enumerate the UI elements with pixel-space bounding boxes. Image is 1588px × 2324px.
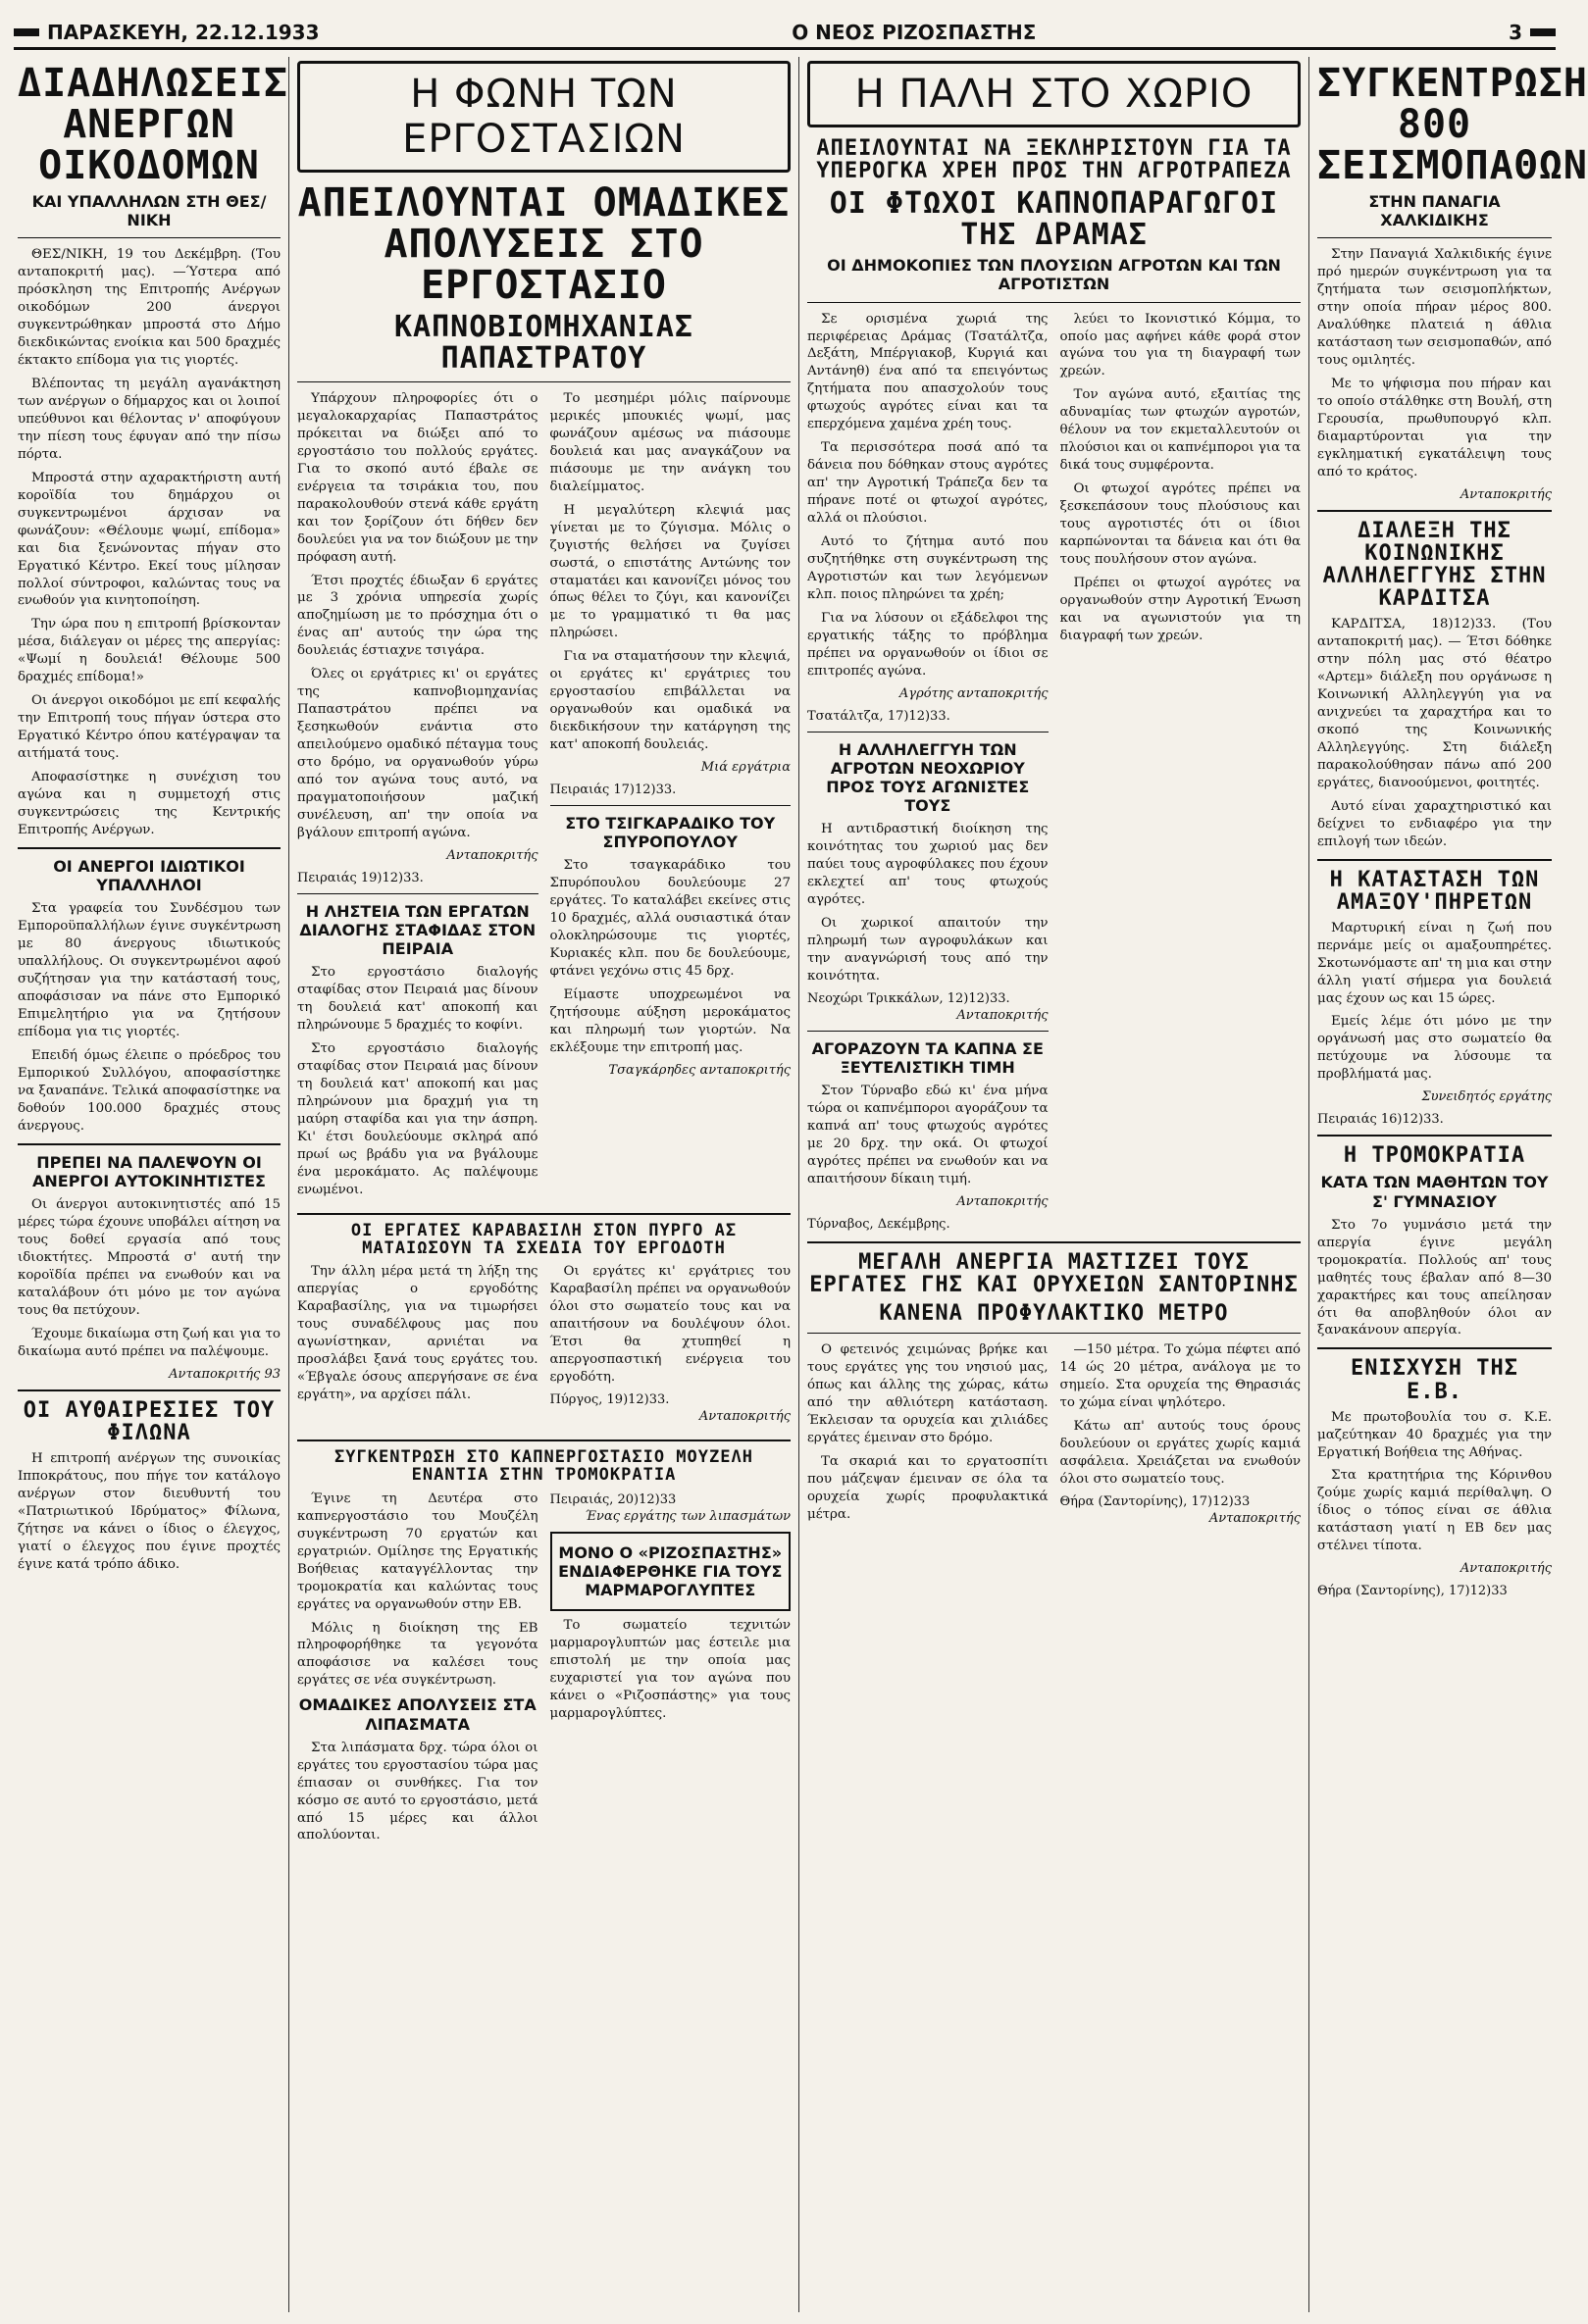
col2-banner: Η ΦΩΝΗ ΤΩΝ ΕΡΓΟΣΤΑΣΙΩΝ [297,61,791,173]
boxed-headline: ΜΟΝΟ Ο «ΡΙΖΟΣΠΑΣΤΗΣ» ΕΝΔΙΑΦΕΡΘΗΚΕ ΓΙΑ ΤΟΥΣ ΜΑΡΜΑΡΟΓΛΥΠΤΕΣ [558,1542,783,1600]
divider [1317,1347,1552,1349]
article-paragraph: Είμαστε υποχρεωμένοι να ζητήσουμε αύξηση μεροκάματος και πληρωμή των γιορτών. Να εκλέξουμε την επιτροπή μας. [549,987,791,1055]
article-paragraph: —150 μέτρα. Το χώμα πέφτει από 14 ώς 20 μέτρα, ανάλογα με το σημείο. Στα ορυχεία της Θηρασιάς το χώμα είναι ψηλότερο. [1059,1342,1301,1411]
article-signature: Ένας εργάτης των λιπασμάτων [585,1508,791,1524]
col4-subhead-4: ΚΑΤΑ ΤΩΝ ΜΑΘΗΤΩΝ ΤΟΥ Σ' ΓΥΜΝΑΣΙΟΥ [1320,1173,1549,1211]
article-paragraph: Μαρτυρική είναι η ζωή που περνάμε μείς οι αμαξουπηρέτες. Σκοτωνόμαστε απ' τη μια και στην άλλη γιατί σήμερα για δουλειά μας έχουν ως και 15 ώρες. [1317,920,1552,1006]
col2-article-body [297,390,791,1205]
article-dateline: Θήρα (Σαντορίνης), 17)12)33 [1059,1493,1251,1509]
divider [18,1143,281,1145]
article-paragraph: Οι άνεργοι αυτοκινητιστές από 15 μέρες τώρα έχουνε υποβάλει αίτηση να τους δοθεί εργασία από τους ιδιοκτήτες. Μπροστά σ' αυτή την κοροϊδία πρέπει να ενωθούν και να καταλάβουν ότι μόνο με τον αγώνα τους θα πετύχουν. [18,1197,281,1318]
article-paragraph: Αυτό είναι χαραχτηριστικό και δείχνει το ενδιαφέρο για την επιλογή των ιδεών. [1317,798,1552,849]
col3-left-subhead-2: ΑΓΟΡΑΖΟΥΝ ΤΑ ΚΑΠΝΑ ΣΕ ΞΕΥΤΕΛΙΣΤΙΚΗ ΤΙΜΗ [811,1038,1044,1078]
col2-article-3-body [297,1490,791,1851]
col3-subhead: ΟΙ ΦΤΩΧΟΙ ΚΑΠΝΟΠΑΡΑΓΩΓΟΙ ΤΗΣ ΔΡΑΜΑΣ [829,186,1279,252]
article-signature: Αγρότης ανταποκριτής [898,685,1049,701]
divider [18,237,281,238]
article-paragraph: ΘΕΣ/ΝΙΚΗ, 19 του Δεκέμβρη. (Του ανταποκριτή μας). —Ύστερα από πρόσκληση της Επιτροπής Ανέργων οικοδόμων 200 άνεργοι συγκεντρώθηκαν μπροστά στο Δήμο διεκδικώντας ενοίκια και 500 δραχμές έκτακτο επίδομα για τις γιορτές. [18,247,281,369]
col1-subhead-2: ΟΙ ΑΝΕΡΓΟΙ ΙΔΙΩΤΙΚΟΙ ΥΠΑΛΛΗΛΟΙ [53,856,245,895]
col4-headline: ΣΥΓΚΕΝΤΡΩΣΗ 800 ΣΕΙΣΜΟΠΑΘΩΝ [1317,61,1588,188]
divider [18,847,281,849]
col4-subhead: ΣΤΗΝ ΠΑΝΑΓΙΑ ΧΑΛΚΙΔΙΚΗΣ [1368,192,1501,230]
article-paragraph: Για να λύσουν οι εξάδελφοι της εργατικής τάξης το πρόβλημα πρέπει να οργανωθούν οι ίδιοι σε επιτροπές αγώνα. [807,610,1049,679]
col2-subhead: ΚΑΠΝΟΒΙΟΜΗΧΑΝΙΑΣ ΠΑΠΑΣΤΡΑΤΟΥ [394,310,693,376]
article-paragraph: Το μεσημέρι μόλις παίρνουμε μερικές μπουκιές ψωμί, μας φωνάζουν αμέσως να πιάσουμε δουλειά και μας αναγκάζουν να πιάσουμε με την ανάγκη του διαλείμματος. [549,391,791,494]
masthead [14,18,1556,50]
article-paragraph: Αποφασίστηκε η συνέχιση του αγώνα και η συμμετοχή στις συγκεντρώσεις της Κεντρικής Επιτροπής Ανέργων. [18,770,281,837]
newspaper-title: Ο ΝΕΟΣ ΡΙΖΟΣΠΑΣΤΗΣ [792,21,1037,44]
article-signature: Ανταποκριτής [1460,486,1552,502]
col2-headline-2: ΟΙ ΕΡΓΑΤΕΣ ΚΑΡΑΒΑΣΙΛΗ ΣΤΟΝ ΠΥΡΓΟ ΑΣ ΜΑΤΑΙΩΣΟΥΝ ΤΑ ΣΧΕΔΙΑ ΤΟΥ ΕΡΓΟΔΟΤΗ [350,1220,738,1258]
divider [550,805,792,806]
divider [807,302,1301,303]
article-paragraph: Κάτω απ' αυτούς τους όρους δουλεύουν οι εργάτες χωρίς καμιά ασφάλεια. Χρειάζεται να ενωθούν όλοι στο σωματείο τους. [1059,1419,1301,1487]
article-paragraph: Έγινε τη Δευτέρα στο καπνεργοστάσιο του Μουζέλη συγκέντρωση 70 εργατών και εργατριών. Ομίλησε της Εργατικής Βοήθειας καταγγέλλοντας την τρομοκρατία και καλώντας τους εργάτες να οργανωθούν στην ΕΒ. [297,1490,538,1612]
column-2 [289,57,799,2312]
divider [1317,1135,1552,1137]
article-paragraph: Τα περισσότερα ποσά από τα δάνεια που δόθηκαν στους αγρότες απ' την Αγροτική Τράπεζα δεν τα πήρανε ποτέ οι φτωχοί αγρότες, αλλά οι πλούσιοι. [807,440,1049,527]
col3-subhead-2: ΟΙ ΔΗΜΟΚΟΠΙΕΣ ΤΩΝ ΠΛΟΥΣΙΩΝ ΑΓΡΟΤΩΝ ΚΑΙ ΤΩΝ ΑΓΡΟΤΙΣΤΩΝ [827,256,1281,294]
divider [18,1389,281,1391]
divider [297,381,791,382]
column-3 [799,57,1309,2312]
article-signature: Ανταποκριτής [956,1194,1049,1210]
col3-article-body [807,311,1301,1234]
divider [807,732,1049,733]
article-paragraph: Σε ορισμένα χωριά της περιφέρειας Δράμας (Τσατάλτζα, Δεξάτη, Μπέργιακοβ, Κυργιά και Αντάνηθ) ένα από τα επειγόντως ζητήματα που απασχολούν τους φτωχούς αγρότες είναι και τα επερχόμενα χαμένα χρέη τους. [807,311,1049,432]
col2-headline: ΑΠΕΙΛΟΥΝΤΑΙ ΟΜΑΔΙΚΕΣ ΑΠΟΛΥΣΕΙΣ ΣΤΟ ΕΡΓΟΣΤΑΣΙΟ [297,180,791,308]
article-signature: Ανταποκριτής [1208,1510,1301,1526]
article-paragraph: Στα γραφεία του Συνδέσμου των Εμποροϋπαλλήλων έγινε συγκέντρωση με 80 άνεργους ιδιωτικούς υπαλλήλους. Οι συγκεντρωμένοι αφού συζήτησαν για την κατάστασή τους, αποφάσισαν να πάνε στο Εμπορικό Επιμελητήριο για να ζητήσουν επίδομα για τις γιορτές. [18,901,281,1039]
article-signature: Συνειδητός εργάτης [1421,1089,1552,1105]
col3-article-2-left [807,1341,1049,1534]
col2-left-subhead: Η ΛΗΣΤΕΙΑ ΤΩΝ ΕΡΓΑΤΩΝ ΔΙΑΛΟΓΗΣ ΣΤΑΦΙΔΑΣ ΣΤΟΝ ΠΕΙΡΑΙΑ [299,901,537,959]
article-paragraph: Με το ψήφισμα που πήραν και το οποίο στάλθηκε στη Βουλή, στη Γερουσία, πρωθυπουργό κλπ. διαμαρτύρονται για την εγκληματική εγκατάλειψη τους από το κράτος. [1317,377,1552,480]
article-paragraph: Στο εργοστάσιο διαλογής σταφίδας στον Πειραιά μας δίνουν τη δουλειά κατ' αποκοπή και πληρώνουμε 5 δραχμές το κοφίνι. [297,965,538,1034]
article-dateline: Πειραιάς 19)12)33. [297,870,424,885]
col2-article-3-right [550,1490,792,1851]
col1-subhead: ΚΑΙ ΥΠΑΛΛΗΛΩΝ ΣΤΗ ΘΕΣ/ΝΙΚΗ [31,192,267,230]
article-signature: Ανταποκριτής [698,1409,791,1425]
article-signature: Μιά εργάτρια [700,760,791,776]
divider [1317,859,1552,861]
masthead-left [14,21,319,44]
article-paragraph: Η αντιδραστική διοίκηση της κοινότητας του χωριού μας δεν παύει τους αγροφύλακες που έχουν εκλεχτεί απ' τους φτωχούς αγρότες. [807,822,1049,908]
column-4 [1309,57,1588,2312]
article-dateline: Θήρα (Σαντορίνης), 17)12)33 [1317,1584,1508,1599]
col4-headline-4: Η ΤΡΟΜΟΚΡΑΤΙΑ [1343,1143,1526,1169]
col2-boxed-article [550,1532,792,1612]
article-dateline: Πειραιάς 17)12)33. [549,783,677,798]
issue-date: ΠΑΡΑΣΚΕΥΗ, 22.12.1933 [47,21,320,44]
col3-headline-2: ΜΕΓΑΛΗ ΑΝΕΡΓΙΑ ΜΑΣΤΙΖΕΙ ΤΟΥΣ ΕΡΓΑΤΕΣ ΓΗΣ ΚΑΙ ΟΡΥΧΕΙΩΝ ΣΑΝΤΟΡΙΝΗΣ [809,1250,1299,1298]
divider [807,1241,1301,1243]
article-paragraph: Για να σταματήσουν την κλεψιά, οι εργάτες κι' εργάτριες του εργοστασίου επιβάλλεται να οργανωθούν και ομαδικά να διεκδικήσουν την κατάργηση της κατ' αποκοπή δουλειάς. [549,649,791,753]
col3-article-2-body [807,1341,1301,1534]
masthead-bar-right [1530,28,1556,36]
article-paragraph: Επειδή όμως έλειπε ο πρόεδρος του Εμπορικού Συλλόγου, αποφασίστηκε να ξαναπάνε. Τελικά αποφασίστηκε να δοθούν 100.000 δραχμές στους άνεργους. [18,1047,281,1134]
col2-article-3-left [297,1490,538,1851]
article-paragraph: Εμείς λέμε ότι μόνο με την οργάνωσή μας στο σωματείο θα πετύχουμε να λύσουμε τα προβλήματά μας. [1317,1014,1552,1083]
col2-article-2-left [297,1263,538,1432]
article-signature: Ανταποκριτής [1460,1561,1552,1577]
article-paragraph: Μόλις η διοίκηση της ΕΒ πληροφορήθηκε τα γεγονότα αποφάσισε να καλέσει τους εργάτες σε νέα συγκέντρωση. [297,1620,538,1689]
col1-subhead-3: ΠΡΕΠΕΙ ΝΑ ΠΑΛΕΨΟΥΝ ΟΙ ΑΝΕΡΓΟΙ ΑΥΤΟΚΙΝΗΤΙΣΤΕΣ [32,1152,266,1190]
col2-headline-3: ΣΥΓΚΕΝΤΡΩΣΗ ΣΤΟ ΚΑΠΝΕΡΓΟΣΤΑΣΙΟ ΜΟΥΖΕΛΗ ΕΝΑΝΤΙΑ ΣΤΗΝ ΤΡΟΜΟΚΡΑΤΙΑ [334,1447,753,1485]
divider [807,1333,1301,1334]
article-paragraph: Στα λιπάσματα δρχ. τώρα όλοι οι εργάτες του εργοστασίου τώρα μας έπιασαν οι συνθήκες. Για τον κόσμο σε αυτό το εργοστάσιο, μετά από 15 μέρες και άλλοι απολύονται. [297,1740,538,1844]
article-paragraph: Αυτό το ζήτημα αυτό που συζητήθηκε στη συγκέντρωση της Αγροτιστών και των λεγόμενων κλπ. ποιος πληρώνει τα χρέη; [807,534,1049,602]
article-paragraph: Η επιτροπή ανέργων της συνοικίας Ιπποκράτους, που πήγε τον κατάλογο ανέργων στον διευθυντή του «Πατριωτικού Ιδρύματος» Φίλωνα, ζήτησε να κάνει ο ίδιος ο έλεγχος, γιατί ο έλεγχος που έγινε προχτές έγινε κατά τρόπο άδικο. [18,1450,281,1572]
article-paragraph: λεύει το Ικονιστικό Κόμμα, το οποίο μας αφήνει κάθε φορά στον αγώνα του για τη διαγραφή των χρεών. [1059,311,1301,379]
divider [297,1440,791,1441]
article-dateline: Πειραιάς 16)12)33. [1317,1112,1444,1128]
col3-banner: Η ΠΑΛΗ ΣΤΟ ΧΩΡΙΟ [807,61,1301,127]
article-paragraph: Οι φτωχοί αγρότες πρέπει να ξεσκεπάσουν τους πλούσιους και τους αγροτιστές ότι οι ίδιοι καρπώνονται τα δάνεια και ότι θα τους πουλήσουν στον αγώνα. [1059,481,1301,567]
article-signature: Τσαγκάρηδες ανταποκριτής [608,1062,791,1078]
masthead-bar-left [14,28,39,36]
article-dateline: Πειραιάς, 20)12)33 [549,1491,677,1507]
col2-right-subhead: ΣΤΟ ΤΣΙΓΚΑΡΑΔΙΚΟ ΤΟΥ ΣΠΥΡΟΠΟΥΛΟΥ [565,814,776,852]
article-paragraph: Οι άνεργοι οικοδόμοι με επί κεφαλής την Επιτροπή τους πήγαν ύστερα στο Εργατικό Κέντρο όπου κατέγραψαν τα αιτήματά τους. [18,693,281,762]
article-signature: Ανταποκριτής [446,847,538,863]
page-number: 3 [1509,21,1522,44]
col2-left-subcolumn [297,390,538,1205]
article-paragraph: Στην Παναγιά Χαλκιδικής έγινε πρό ημερών συγκέντρωση για τα ζητήματα των σεισμοπλήκτων, στην οποία πήραν μέρος 800. Αναλύθηκε πλατειά η άθλια κατάσταση των σεισμοπαθών, από τους ομιλητές. [1317,247,1552,369]
article-dateline: Τύρναβος, Δεκέμβρης. [807,1217,950,1233]
article-paragraph: Έχουμε δικαίωμα στη ζωή και για το δικαίωμα αυτό πρέπει να παλέψουμε. [18,1326,281,1359]
col2-article-2-right [550,1263,792,1432]
article-dateline: Νεοχώρι Τρικκάλων, 12)12)33. [807,990,1010,1006]
article-paragraph: Με πρωτοβουλία του σ. Κ.Ε. μαζεύτηκαν 40 δραχμές για την Εργατική Βοήθεια της Αθήνας. [1317,1409,1552,1460]
col2-right-subcolumn [550,390,792,1205]
article-paragraph: Στο εργοστάσιο διαλογής σταφίδας στον Πειραιά μας δίνουν τη δουλειά κατ' αποκοπή και μας πληρώνουν μια δραχμή για τη μαύρη σταφίδα και για την άσπρη. Κι' έτσι δουλεύουμε σκληρά από πρωί ως βράδυ για να βγάλουμε ένα μεροκάματο. Ας παλέψουμε ενωμένοι. [297,1041,538,1197]
col3-article-2-right [1060,1341,1302,1534]
article-paragraph: Στο τσαγκαράδικο του Σπυρόπουλου δουλεύουμε 27 εργάτες. Το καταλάβει εκείνες στις 10 δραχμές, αλλά ουσιαστικά όταν ολοκληρώσουμε τις γιορτές, Κυριακές κλπ. που δε δουλεύουμε, φτάνει γεχόνω στις 45 δρχ. [549,858,791,980]
col3-right-subcolumn [1060,311,1302,1234]
col3-headline: ΑΠΕΙΛΟΥΝΤΑΙ ΝΑ ΞΕΚΛΗΡΙΣΤΟΥΝ ΓΙΑ ΤΑ ΥΠΕΡΟΓΚΑ ΧΡΕΗ ΠΡΟΣ ΤΗΝ ΑΓΡΟΤΡΑΠΕΖΑ [816,136,1292,184]
article-paragraph: Τον αγώνα αυτό, εξαιτίας της αδυναμίας των φτωχών αγροτών, θέλουν να τον εκμεταλλευτούν οι πλούσιοι και οι καπνέμποροι για τα δικά τους συμφέροντα. [1059,387,1301,474]
article-paragraph: Στο 7ο γυμνάσιο μετά την απεργία έγινε μεγάλη τρομοκρατία. Πολλούς απ' τους μαθητές τους έβαλαν από 8—30 χαρακτήρες και τους απείλησαν ότι θα αποβληθούν όλοι αν ξανακάνουν απεργία. [1317,1217,1552,1339]
article-paragraph: Μπροστά στην αχαρακτήριστη αυτή κοροϊδία του δημάρχου οι συγκεντρωμένοι άρχισαν να φωνάζουν: «Θέλουμε ψωμί, επίδομα» και δια ξενώνοντας πήγαν στο Εργατικό Κέντρο. Εκεί τους μίλησαν πολλοί σύντροφοι, καλώντας τους να ενωθούν για κινητοποίηση. [18,470,281,609]
col1-headline: ΔΙΑΔΗΛΩΣΕΙΣ ΑΝΕΡΓΩΝ ΟΙΚΟΔΟΜΩΝ [18,61,288,188]
article-dateline: Τσατάλτζα, 17)12)33. [807,708,950,724]
article-paragraph: Τα σκαριά και το εργατοσπίτι που μάζεψαν έμειναν σε όλα τα ορυχεία χωρίς προφυλακτικά μέτρα. [807,1454,1049,1522]
article-paragraph: Όλες οι εργάτριες κι' οι εργάτες της καπνοβιομηχανίας Παπαστράτου πρέπει να ξεσηκωθούν ενάντια στο απειλούμενο ομαδικό πέταγμα τους στο δρόμο, να οργανωθούν γύρω από τον αγώνα τους αυτό, να πραγματοποιήσουν μαζική συνέλευση, απ' την οποία να βγάλουν επιτροπή αγώνα. [297,667,538,840]
col4-headline-2: ΔΙΑΛΕΞΗ ΤΗΣ ΚΟΙΝΩΝΙΚΗΣ ΑΛΛΗΛΕΓΓΥΗΣ ΣΤΗΝ ΚΑΡΔΙΤΣΑ [1322,518,1547,612]
article-paragraph: Το σωματείο τεχνιτών μαρμαρογλυπτών μας έστειλε μια επιστολή με την οποία μας ευχαριστεί για τον αγώνα που κάνει ο «Ριζοσπάστης» για τους μαρμαρογλύπτες. [549,1618,791,1722]
article-signature: Ανταποκριτής 93 [169,1366,281,1382]
article-paragraph: Ο φετεινός χειμώνας βρήκε και τους εργάτες γης του νησιού μας, όπως και άλλης της χώρας, κάτω από την αθλιότερη κατάσταση. Έκλεισαν τα ορυχεία και χιλιάδες εργάτες έμειναν στο δρόμο. [807,1342,1049,1446]
article-paragraph: Η μεγαλύτερη κλεψιά μας γίνεται με το ζύγισμα. Μόλις ο ζυγιστής θελήσει να ζυγίσει σωστά, ο επιστάτης Αντώνης τον σταματάει και κανονίζει μόνος του όπως θέλει το ζύγι, και κανονίζει με το γραμματικό τι θα μας πληρώσει. [549,502,791,641]
divider [807,1031,1049,1032]
article-paragraph: Στον Τύρναβο εδώ κι' ένα μήνα τώρα οι καπνέμποροι αγοράζουν τα καπνά απ' τους φτωχούς αγρότες με 20 δρχ. την οκά. Οι φτωχοί αγρότες πρέπει να ενωθούν και να απαιτήσουν δίκαιη τιμή. [807,1084,1049,1187]
col3-left-subhead: Η ΑΛΛΗΛΕΓΓΥΗ ΤΩΝ ΑΓΡΟΤΩΝ ΝΕΟΧΩΡΙΟΥ ΠΡΟΣ ΤΟΥΣ ΑΓΩΝΙΣΤΕΣ ΤΟΥΣ [826,739,1030,816]
col4-headline-3: Η ΚΑΤΑΣΤΑΣΗ ΤΩΝ ΑΜΑΞΟΥ'ΠΗΡΕΤΩΝ [1329,867,1540,915]
divider [297,1213,791,1215]
col2-subhead-4: ΟΜΑΔΙΚΕΣ ΑΠΟΛΥΣΕΙΣ ΣΤΑ ΛΙΠΑΣΜΑΤΑ [298,1695,537,1734]
article-paragraph: Οι εργάτες κι' εργάτριες του Καραβασίλη πρέπει να οργανωθούν όλοι στο σωματείο τους και να απαιτήσουν να δουλέψουν όλοι. Έτσι θα χτυπηθεί η απεργοσπαστική ενέργεια του εργοδότη. [549,1264,791,1386]
article-paragraph: Την άλλη μέρα μετά τη λήξη της απεργίας ο εργοδότης Καραβασίλης, για να τιμωρήσει τους συναδέλφους μας που αγωνίστηκαν, αρνιέται να προσλάβει ξανά τους εργάτες του. «Έβγαλε όσους απεργήσανε σε ένα εργάτη», να αρχίσει πάλι. [297,1264,538,1403]
article-paragraph: Βλέποντας τη μεγάλη αγανάκτηση των ανέργων ο δήμαρχος και οι λοιποί υπεύθυνοι και θέλοντας ν' αποφύγουν την πίεση τους έφυγαν από την πίσω πόρτα. [18,377,281,462]
article-paragraph: ΚΑΡΔΙΤΣΑ, 18)12)33. (Του ανταποκριτή μας). — Έτσι δόθηκε στην πόλη μας στό θέατρο «Αρτεμ» διάλεξη που οργάνωσε η Κοινωνική Αλληλεγγύη για να ανιχνεύει τα χαραχτήρα και το σκοπό της Κοινωνικής Αλληλεγγύης. Στη διάλεξη παρακολούθησαν πάνω από 200 εργάτες, διανοούμενοι, φοιτητές. [1317,617,1552,790]
article-paragraph: Υπάρχουν πληροφορίες ότι ο μεγαλοκαρχαρίας Παπαστράτος πρόκειται να διώξει από το εργοστάσιο του πολλούς εργάτες. Για το σκοπό αυτό έβαλε σε ενέργεια τα τσιράκια του, που παρακολουθούν στενά κάθε εργάτη και τον ξορίζουν ότι δήθεν δεν δουλεύει για να τον διώξουν με την πρόφαση αυτή. [297,391,538,565]
col3-left-subcolumn [807,311,1049,1234]
col3-subhead-3: ΚΑΝΕΝΑ ΠΡΟΦΥΛΑΚΤΙΚΟ ΜΕΤΡΟ [879,1301,1229,1327]
col4-headline-5: ΕΝΙΣΧΥΣΗ ΤΗΣ Ε.Β. [1351,1356,1518,1404]
col2-article-2-body [297,1263,791,1432]
article-paragraph: Στα κρατητήρια της Κόρινθου ζούμε χωρίς καμιά περίθαλψη. Ο ίδιος ο τόπος είναι σε άθλια κατάσταση γιατί η ΕΒ δεν μας στέλνει τίποτα. [1317,1468,1552,1554]
column-1 [10,57,289,2312]
article-paragraph: Πρέπει οι φτωχοί αγρότες να οργανωθούν στην Αγροτική Ένωση και να αγωνιστούν για τη διαγραφή των χρεών. [1059,575,1301,643]
divider [1317,510,1552,512]
col1-headline-4: ΟΙ ΑΥΘΑΙΡΕΣΙΕΣ ΤΟΥ ΦΙΛΩΝΑ [23,1397,276,1445]
masthead-right [1509,21,1556,44]
divider [1317,237,1552,238]
article-paragraph: Οι χωρικοί απαιτούν την πληρωμή των αγροφυλάκων και την αναγνώρισή τους από την κοινότητα. [807,916,1049,984]
article-paragraph: Έτσι προχτές έδιωξαν 6 εργάτες με 3 χρόνια υπηρεσία χωρίς αποζημίωση με το πρόσχημα ότι ο ένας απ' αυτούς την ώρα της δουλειάς έστιαχνε τσιγάρα. [297,573,538,659]
divider [297,893,538,894]
article-paragraph: Την ώρα που η επιτροπή βρίσκονταν μέσα, διάλεγαν οι μέρες της απεργίας: «Ψωμί η δουλειά! Θέλουμε 500 δραχμές επίδομα!» [18,617,281,685]
article-signature: Ανταποκριτής [956,1007,1049,1023]
article-dateline: Πύργος, 19)12)33. [549,1392,670,1408]
